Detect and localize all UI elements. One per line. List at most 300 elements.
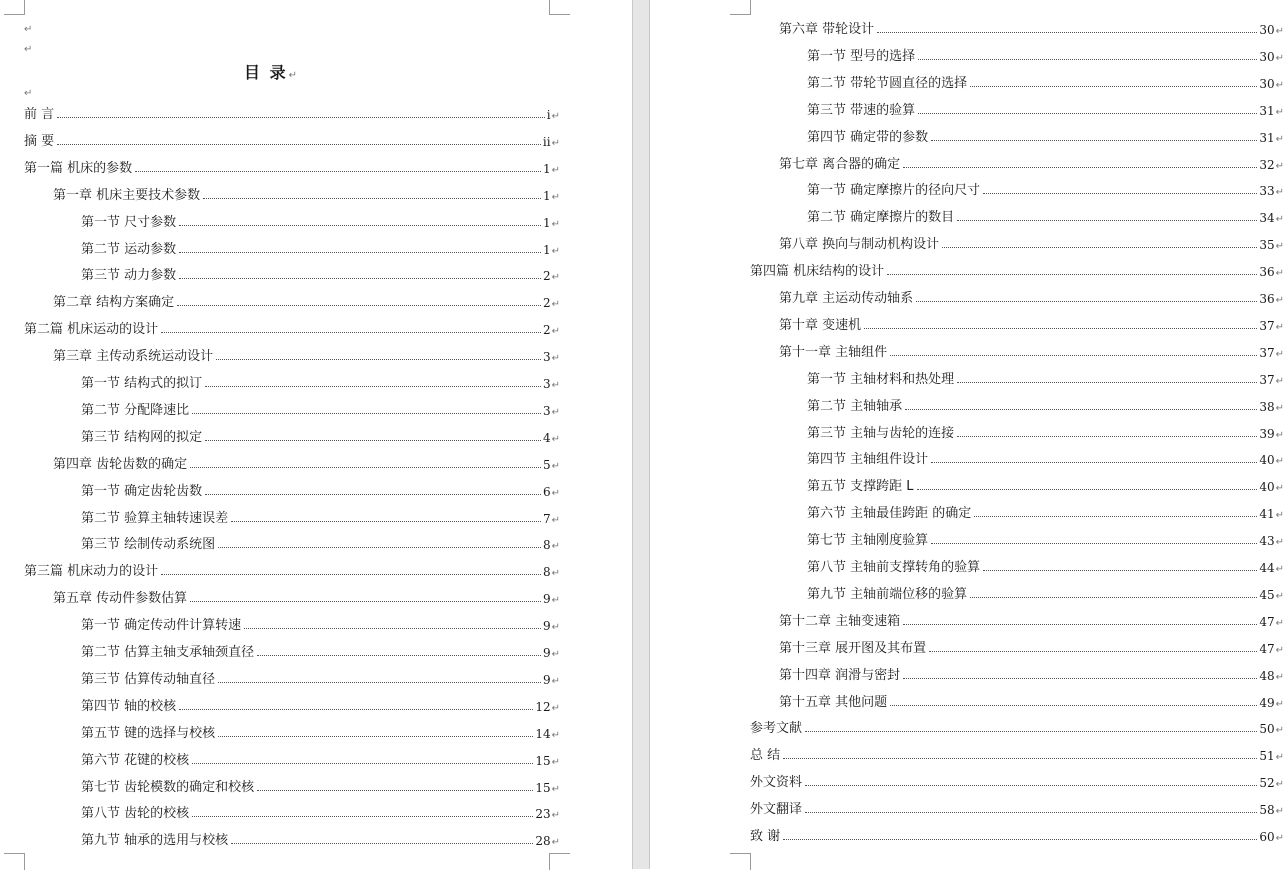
toc-entry-label: 第四篇 机床结构的设计 (750, 264, 885, 280)
toc-entry[interactable] (81, 210, 560, 230)
toc-entry[interactable] (779, 636, 1284, 656)
dot-leader (179, 225, 541, 226)
toc-entry-label: 第五章 传动件参数估算 (53, 591, 188, 607)
toc-entry[interactable] (807, 71, 1284, 91)
toc-entry-label: 第二节 主轴轴承 (807, 398, 903, 414)
paragraph-mark: ↵ (551, 783, 560, 795)
toc-entry-label: 第四节 主轴组件设计 (807, 452, 929, 468)
dot-leader (244, 628, 541, 629)
toc-entry-page-number: 37 (1259, 345, 1275, 360)
toc-entry-label: 第三节 主轴与齿轮的连接 (807, 425, 955, 441)
paragraph-mark: ↵ (551, 406, 560, 418)
toc-entry-page-number: 2 (542, 296, 551, 311)
dot-leader (218, 547, 541, 548)
toc-entry-label: 第四节 轴的校核 (81, 698, 177, 714)
toc-entry-page-number: 40 (1259, 480, 1275, 495)
paragraph-mark: ↵ (551, 353, 560, 365)
dot-leader (970, 86, 1257, 87)
toc-entry[interactable] (81, 613, 560, 633)
paragraph-mark: ↵ (1275, 241, 1284, 253)
paragraph-mark: ↵ (551, 702, 560, 714)
crop-mark (730, 0, 751, 15)
dot-leader (231, 843, 533, 844)
dot-leader (257, 655, 541, 656)
dot-leader (161, 574, 541, 575)
paragraph-mark: ↵ (551, 675, 560, 687)
dot-leader (942, 247, 1257, 248)
paragraph-mark: ↵ (551, 729, 560, 741)
toc-entry-page-number: 9 (542, 672, 551, 687)
paragraph-mark: ↵ (551, 622, 560, 634)
toc-entry-page-number: 39 (1259, 426, 1275, 441)
toc-entry-label: 第九节 轴承的选用与校核 (81, 833, 229, 849)
toc-entry-page-number: 7 (542, 511, 551, 526)
toc-entry[interactable] (807, 205, 1284, 225)
dot-leader (931, 462, 1257, 463)
toc-entry[interactable] (81, 721, 560, 741)
paragraph-mark: ↵ (1275, 833, 1284, 844)
toc-entry-page-number: 3 (542, 350, 551, 365)
paragraph-mark: ↵ (1275, 52, 1284, 64)
toc-entry-label: 第二节 确定摩擦片的数目 (807, 210, 955, 226)
toc-entry-page-number: 3 (542, 403, 551, 418)
crop-mark (730, 853, 751, 870)
toc-entry-page-number: 36 (1259, 265, 1275, 280)
toc-entry[interactable] (24, 559, 560, 579)
paragraph-mark: ↵ (24, 44, 33, 55)
toc-entry-label: 第十二章 主轴变速箱 (779, 613, 901, 629)
toc-entry[interactable] (807, 394, 1284, 414)
toc-entry[interactable] (779, 609, 1284, 629)
toc-entry[interactable] (81, 667, 560, 687)
toc-entry[interactable] (807, 528, 1284, 548)
dot-leader (57, 117, 545, 118)
paragraph-mark: ↵ (1275, 321, 1284, 333)
toc-entry-page-number: 52 (1259, 776, 1275, 791)
dot-leader (931, 543, 1257, 544)
toc-entry-label: 第十三章 展开图及其布置 (779, 640, 927, 656)
dot-leader (177, 305, 541, 306)
toc-entry[interactable] (81, 801, 560, 821)
toc-entry-label: 第六节 主轴最佳跨距 的确定 (807, 506, 972, 522)
toc-entry-page-number: 48 (1259, 668, 1275, 683)
toc-entry-label: 第十五章 其他问题 (779, 694, 888, 710)
paragraph-mark: ↵ (1275, 617, 1284, 629)
dot-leader (218, 682, 541, 683)
toc-entry[interactable] (807, 474, 1284, 494)
toc-entry-page-number: 51 (1259, 749, 1275, 764)
toc-entry-page-number: 9 (542, 619, 551, 634)
toc-entry-label: 第一节 确定摩擦片的径向尺寸 (807, 183, 981, 199)
paragraph-mark: ↵ (1275, 779, 1284, 791)
toc-entry-label: 致 谢 (750, 829, 781, 844)
toc-entry-page-number: 43 (1259, 534, 1275, 549)
toc-entry-page-number: 8 (542, 538, 551, 553)
dot-leader (190, 467, 541, 468)
paragraph-mark: ↵ (1275, 402, 1284, 414)
dot-leader (970, 597, 1257, 598)
paragraph-mark: ↵ (551, 299, 560, 311)
toc-entry-page-number: 15 (535, 753, 551, 768)
paragraph-mark: ↵ (1275, 268, 1284, 280)
paragraph-mark: ↵ (1275, 106, 1284, 118)
dot-leader (917, 489, 1258, 490)
paragraph-mark: ↵ (551, 568, 560, 580)
dot-leader (57, 144, 541, 145)
toc-entry-page-number: 8 (542, 565, 551, 580)
toc-entry[interactable] (81, 828, 560, 848)
toc-entry-page-number: 31 (1259, 130, 1275, 145)
dot-leader (916, 301, 1257, 302)
toc-entry-label: 外文翻译 (750, 802, 803, 818)
toc-entry-label: 第四章 齿轮齿数的确定 (53, 456, 188, 472)
paragraph-mark: ↵ (551, 837, 560, 849)
toc-entry[interactable] (24, 156, 560, 176)
paragraph-mark: ↵ (1275, 483, 1284, 495)
toc-entry[interactable] (53, 586, 560, 606)
toc-entry-label: 第七节 主轴刚度验算 (807, 533, 929, 549)
toc-entry-page-number: 12 (535, 699, 551, 714)
toc-entry-page-number: 33 (1259, 184, 1275, 199)
paragraph-mark: ↵ (288, 70, 299, 81)
toc-entry-page-number: 2 (542, 323, 551, 338)
dot-leader (205, 440, 541, 441)
paragraph-mark: ↵ (1275, 590, 1284, 602)
toc-entry[interactable] (779, 232, 1284, 252)
paragraph-mark: ↵ (551, 756, 560, 768)
toc-entry[interactable] (807, 125, 1284, 145)
paragraph-mark: ↵ (551, 326, 560, 338)
toc-entry[interactable] (81, 371, 560, 391)
toc-entry[interactable] (81, 775, 560, 795)
toc-entry[interactable] (779, 17, 1284, 37)
toc-entry-label: 前 言 (24, 107, 55, 122)
dot-leader (957, 436, 1257, 437)
toc-entry-label: 第二节 分配降速比 (81, 402, 190, 418)
toc-entry-page-number: i (546, 108, 551, 122)
crop-mark (4, 0, 25, 15)
dot-leader (179, 278, 541, 279)
dot-leader (783, 758, 1257, 759)
toc-entry[interactable] (807, 447, 1284, 467)
toc-entry-page-number: 1 (542, 242, 551, 257)
toc-entry-page-number: 1 (542, 215, 551, 230)
toc-entry[interactable] (24, 102, 560, 122)
toc-entry[interactable] (807, 555, 1284, 575)
paragraph-mark: ↵ (1275, 26, 1284, 37)
toc-entry-label: 第八节 齿轮的校核 (81, 806, 190, 822)
dot-leader (190, 601, 541, 602)
toc-entry-page-number: 47 (1259, 641, 1275, 656)
toc-entry[interactable] (53, 452, 560, 472)
paragraph-mark: ↵ (24, 88, 33, 99)
toc-entry[interactable] (750, 770, 1284, 790)
toc-entry-page-number: 3 (542, 377, 551, 391)
paragraph-mark: ↵ (1275, 160, 1284, 172)
toc-entry[interactable] (807, 98, 1284, 118)
toc-entry-page-number: 45 (1259, 587, 1275, 602)
paragraph-mark: ↵ (1275, 187, 1284, 199)
toc-entry[interactable] (53, 344, 560, 364)
dot-leader (918, 113, 1257, 114)
paragraph-mark: ↵ (551, 137, 560, 149)
dot-leader (887, 274, 1257, 275)
toc-entry-label: 第八节 主轴前支撑转角的验算 (807, 560, 981, 575)
crop-mark (549, 0, 570, 15)
toc-entry-label: 摘 要 (24, 133, 55, 149)
paragraph-mark: ↵ (551, 649, 560, 660)
toc-entry-page-number: 49 (1259, 695, 1275, 710)
paragraph-mark: ↵ (551, 460, 560, 472)
paragraph-mark: ↵ (1275, 806, 1284, 818)
toc-entry-page-number: 15 (535, 780, 551, 795)
toc-entry-page-number: 50 (1259, 722, 1275, 737)
paragraph-mark: ↵ (1275, 133, 1284, 145)
toc-entry-label: 第九章 主运动传动轴系 (779, 291, 914, 306)
dot-leader (192, 413, 541, 414)
toc-entry-label: 第三节 动力参数 (81, 268, 177, 284)
paragraph-mark: ↵ (551, 433, 560, 445)
toc-entry[interactable] (81, 748, 560, 768)
toc-entry-page-number: 30 (1259, 23, 1275, 37)
paragraph-mark: ↵ (1275, 725, 1284, 737)
dot-leader (257, 790, 533, 791)
paragraph-mark: ↵ (24, 24, 33, 35)
toc-entry[interactable] (81, 532, 560, 552)
paragraph-mark: ↵ (551, 541, 560, 553)
paragraph-mark: ↵ (1275, 214, 1284, 226)
toc-entry[interactable] (24, 317, 560, 337)
toc-entry[interactable] (81, 506, 560, 526)
dot-leader (931, 140, 1257, 141)
toc-entry[interactable] (750, 824, 1284, 844)
paragraph-mark: ↵ (551, 272, 560, 284)
paragraph-mark: ↵ (1275, 752, 1284, 764)
toc-entry-page-number: 41 (1259, 507, 1275, 522)
crop-mark (549, 853, 570, 870)
dot-leader (179, 709, 533, 710)
toc-entry-page-number: 5 (542, 457, 551, 472)
toc-entry[interactable] (750, 716, 1284, 736)
dot-leader (192, 816, 533, 817)
dot-leader (983, 570, 1257, 571)
dot-leader (983, 193, 1257, 194)
toc-entry[interactable] (53, 290, 560, 310)
toc-entry-label: 第一章 机床主要技术参数 (53, 187, 201, 203)
toc-entry-label: 第二节 运动参数 (81, 241, 177, 257)
dot-leader (216, 359, 541, 360)
dot-leader (957, 220, 1257, 221)
dot-leader (218, 736, 533, 737)
toc-entry[interactable] (750, 743, 1284, 763)
toc-entry-label: 第五节 支撑跨距 L (807, 479, 914, 495)
toc-entry-label: 第二节 估算主轴支承轴颈直径 (81, 645, 255, 660)
toc-entry-page-number: ii (542, 134, 551, 149)
dot-leader (161, 332, 541, 333)
toc-entry-label: 第十四章 润滑与密封 (779, 667, 901, 683)
dot-leader (890, 705, 1257, 706)
paragraph-mark: ↵ (551, 487, 560, 499)
paragraph-mark: ↵ (551, 595, 560, 607)
toc-entry-label: 参考文献 (750, 721, 803, 737)
toc-entry-label: 第一篇 机床的参数 (24, 160, 133, 176)
toc-entry-page-number: 37 (1259, 318, 1275, 333)
toc-entry-label: 外文资料 (750, 775, 803, 791)
toc-entry-page-number: 9 (542, 592, 551, 607)
toc-entry[interactable] (807, 178, 1284, 198)
toc-entry-label: 第二篇 机床运动的设计 (24, 322, 159, 338)
paragraph-mark: ↵ (551, 218, 560, 230)
dot-leader (135, 171, 541, 172)
toc-entry-label: 第十一章 主轴组件 (779, 344, 888, 360)
paragraph-mark: ↵ (1275, 429, 1284, 441)
dot-leader (205, 494, 541, 495)
toc-entry-label: 第十章 变速机 (779, 317, 862, 333)
toc-entry-label: 第四节 确定带的参数 (807, 129, 929, 145)
paragraph-mark: ↵ (551, 514, 560, 526)
toc-entry-label: 第六节 花键的校核 (81, 752, 190, 768)
toc-entry[interactable] (81, 425, 560, 445)
toc-entry-label: 第九节 主轴前端位移的验算 (807, 586, 968, 602)
toc-entry-label: 第五节 键的选择与校核 (81, 725, 216, 741)
toc-entry-label: 第二节 验算主轴转速误差 (81, 510, 229, 526)
paragraph-mark: ↵ (1275, 671, 1284, 683)
paragraph-mark: ↵ (1275, 295, 1284, 306)
toc-entry-label: 第一节 确定传动件计算转速 (81, 618, 242, 634)
toc-entry-page-number: 58 (1259, 803, 1275, 818)
toc-entry-label: 第一节 型号的选择 (807, 48, 916, 64)
toc-title-text: 目 录 (244, 63, 288, 82)
toc-entry-page-number: 4 (542, 430, 551, 445)
dot-leader (231, 521, 541, 522)
dot-leader (903, 678, 1257, 679)
toc-entry[interactable] (779, 152, 1284, 172)
dot-leader (918, 59, 1257, 60)
paragraph-mark: ↵ (1275, 537, 1284, 549)
toc-entry-page-number: 1 (542, 161, 551, 176)
toc-entry[interactable] (81, 237, 560, 257)
paragraph-mark: ↵ (551, 380, 560, 391)
toc-entry[interactable] (779, 690, 1284, 710)
toc-entry-label: 第一节 确定齿轮齿数 (81, 483, 203, 499)
paragraph-mark: ↵ (551, 111, 560, 122)
toc-entry-label: 第三节 绘制传动系统图 (81, 537, 216, 553)
toc-entry-page-number: 31 (1259, 103, 1275, 118)
toc-entry-page-number: 44 (1259, 561, 1275, 575)
toc-entry-label: 第三章 主传动系统运动设计 (53, 349, 214, 365)
paragraph-mark: ↵ (1275, 644, 1284, 656)
dot-leader (203, 198, 541, 199)
toc-entry-page-number: 37 (1259, 372, 1275, 387)
dot-leader (783, 839, 1257, 840)
toc-entry-label: 第二章 结构方案确定 (53, 295, 175, 311)
toc-entry[interactable] (81, 263, 560, 283)
dot-leader (929, 651, 1257, 652)
paragraph-mark: ↵ (551, 810, 560, 822)
toc-entry[interactable] (81, 694, 560, 714)
dot-leader (864, 328, 1257, 329)
paragraph-mark: ↵ (551, 164, 560, 176)
toc-entry-label: 第三节 带速的验算 (807, 102, 916, 118)
dot-leader (805, 731, 1257, 732)
dot-leader (179, 252, 541, 253)
right-page (650, 0, 1284, 869)
page-gap (632, 0, 650, 869)
toc-entry-page-number: 2 (542, 269, 551, 284)
toc-entry-label: 第二节 带轮节圆直径的选择 (807, 75, 968, 91)
toc-entry-label: 总 结 (750, 748, 781, 764)
toc-entry-page-number: 1 (542, 188, 551, 203)
toc-entry-page-number: 35 (1259, 238, 1275, 253)
toc-entry-page-number: 38 (1259, 399, 1275, 414)
toc-entry[interactable] (81, 640, 560, 660)
toc-entry-page-number: 28 (535, 834, 551, 849)
toc-entry-label: 第一节 结构式的拟订 (81, 376, 203, 391)
toc-entry-label: 第七章 离合器的确定 (779, 156, 901, 172)
dot-leader (903, 624, 1257, 625)
toc-entry-page-number: 9 (542, 646, 551, 660)
paragraph-mark: ↵ (1275, 698, 1284, 710)
toc-entry-label: 第三节 结构网的拟定 (81, 429, 203, 445)
toc-entry[interactable] (779, 286, 1284, 306)
dot-leader (805, 785, 1257, 786)
toc-title (244, 60, 299, 83)
toc-entry-page-number: 30 (1259, 76, 1275, 91)
toc-entry[interactable] (779, 340, 1284, 360)
toc-entry-label: 第八章 换向与制动机构设计 (779, 237, 940, 253)
toc-entry-page-number: 36 (1259, 292, 1275, 306)
toc-entry[interactable] (24, 129, 560, 149)
paragraph-mark: ↵ (1275, 564, 1284, 575)
dot-leader (205, 386, 541, 387)
toc-entry[interactable] (807, 44, 1284, 64)
toc-entry[interactable] (53, 183, 560, 203)
toc-entry-label: 第三篇 机床动力的设计 (24, 564, 159, 580)
dot-leader (877, 32, 1257, 33)
paragraph-mark: ↵ (1275, 510, 1284, 522)
toc-entry-page-number: 30 (1259, 49, 1275, 64)
toc-entry[interactable] (807, 582, 1284, 602)
toc-entry[interactable] (779, 313, 1284, 333)
paragraph-mark: ↵ (1275, 375, 1284, 387)
paragraph-mark: ↵ (1275, 348, 1284, 360)
toc-entry[interactable] (750, 259, 1284, 279)
toc-entry[interactable] (807, 421, 1284, 441)
toc-entry-page-number: 32 (1259, 157, 1275, 172)
toc-entry-page-number: 60 (1259, 830, 1275, 844)
dot-leader (974, 516, 1257, 517)
toc-entry[interactable] (750, 797, 1284, 817)
toc-entry[interactable] (807, 367, 1284, 387)
dot-leader (890, 355, 1257, 356)
dot-leader (192, 763, 533, 764)
toc-entry-label: 第七节 齿轮模数的确定和校核 (81, 779, 255, 795)
toc-entry[interactable] (807, 501, 1284, 521)
toc-entry[interactable] (81, 479, 560, 499)
toc-entry-label: 第一节 主轴材料和热处理 (807, 371, 955, 387)
toc-entry-page-number: 40 (1259, 453, 1275, 468)
toc-entry[interactable] (779, 663, 1284, 683)
paragraph-mark: ↵ (1275, 79, 1284, 91)
crop-mark (4, 853, 25, 870)
dot-leader (805, 812, 1257, 813)
toc-entry[interactable] (81, 398, 560, 418)
toc-entry-page-number: 47 (1259, 614, 1275, 629)
paragraph-mark: ↵ (551, 191, 560, 203)
paragraph-mark: ↵ (551, 245, 560, 257)
toc-entry-page-number: 6 (542, 484, 551, 499)
paragraph-mark: ↵ (1275, 456, 1284, 468)
